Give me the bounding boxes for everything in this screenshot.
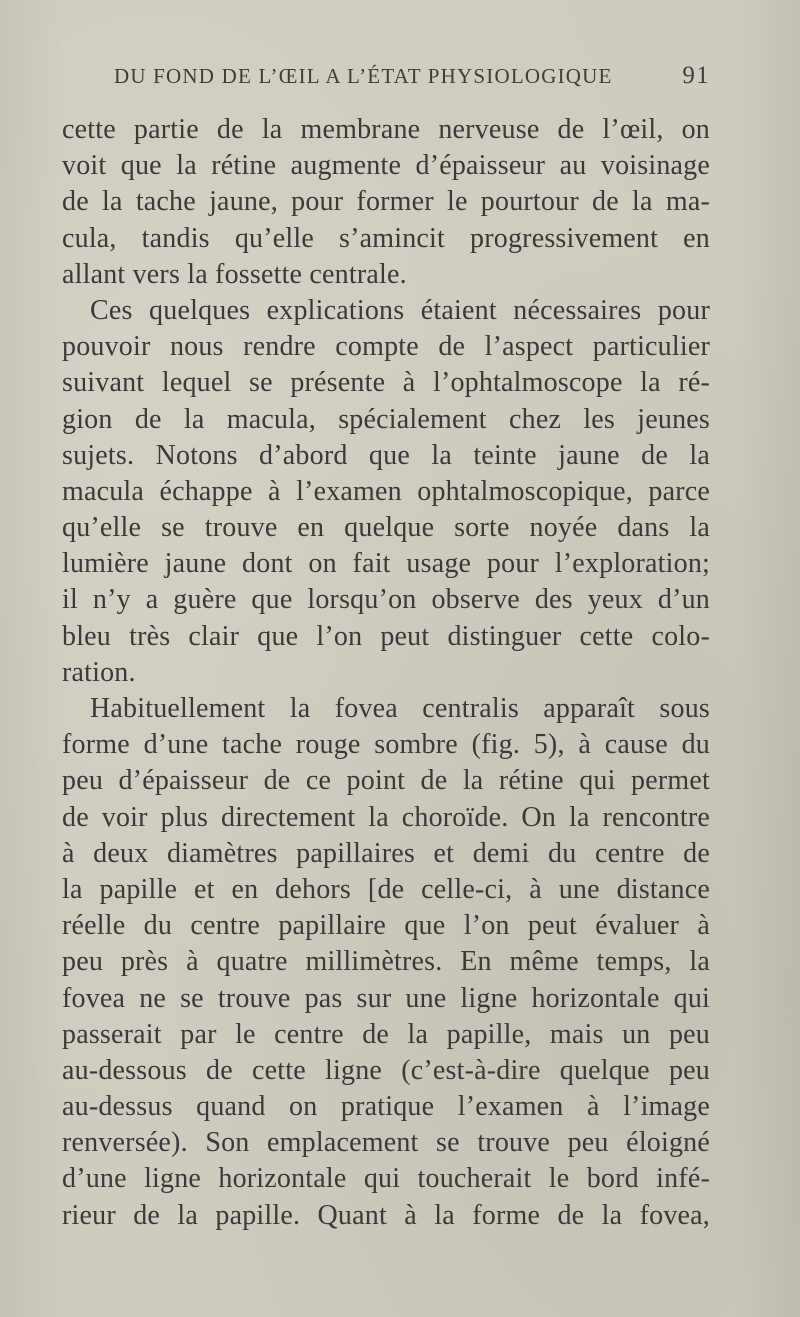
text-line: d’une ligne horizontale qui toucherait le bord infé- [62, 1163, 710, 1195]
text-line: macula échappe à l’examen ophtalmoscopique, parce [62, 475, 710, 507]
text-line: de la tache jaune, pour former le pourtour de la ma- [62, 186, 710, 218]
running-title: DU FOND DE L’ŒIL A L’ÉTAT PHYSIOLOGIQUE [114, 64, 613, 88]
text-line: cula, tandis qu’elle s’amincit progressivement en [62, 222, 710, 254]
text-line: passerait par le centre de la papille, mais un peu [62, 1018, 710, 1050]
text-line: cette partie de la membrane nerveuse de l’œil, on [62, 114, 710, 145]
text-line: la papille et en dehors [de celle-ci, à une distance [62, 873, 710, 905]
text-line: peu près à quatre millimètres. En même temps, la [62, 946, 710, 978]
text-line: renversée). Son emplacement se trouve peu éloigné [62, 1127, 710, 1159]
text-line: au-dessous de cette ligne (c’est-à-dire quelque peu [62, 1054, 710, 1086]
text-line: ration. [62, 656, 136, 688]
text-line: gion de la macula, spécialement chez les jeunes [62, 403, 710, 435]
text-line: à deux diamètres papillaires et demi du centre de [62, 837, 710, 869]
text-line: Ces quelques explications étaient nécessaires pour [90, 294, 710, 326]
text-line: il n’y a guère que lorsqu’on observe des yeux d’un [62, 584, 710, 616]
page-header [62, 62, 710, 102]
text-line: sujets. Notons d’abord que la teinte jaune de la [62, 439, 710, 471]
text-line: Habituellement la fovea centralis apparaît sous [90, 693, 710, 724]
text-line: lumière jaune dont on fait usage pour l’exploration; [62, 548, 710, 580]
text-line: suivant lequel se présente à l’ophtalmoscope la ré- [62, 367, 710, 399]
text-line: peu d’épaisseur de ce point de la rétine qui permet [62, 765, 710, 797]
text-line: au-dessus quand on pratique l’examen à l’image [62, 1091, 710, 1123]
text-line: de voir plus directement la choroïde. On la rencontre [62, 801, 710, 833]
text-line: forme d’une tache rouge sombre (fig. 5), à cause du [62, 729, 710, 761]
text-line: fovea ne se trouve pas sur une ligne horizontale qui [62, 982, 710, 1014]
text-line: pouvoir nous rendre compte de l’aspect particulier [62, 331, 710, 363]
text-line: qu’elle se trouve en quelque sorte noyée dans la [62, 512, 710, 544]
page-number: 91 [682, 62, 710, 89]
text-line: voit que la rétine augmente d’épaisseur au voisinage [62, 150, 710, 182]
text-line: rieur de la papille. Quant à la forme de la fovea, [62, 1199, 710, 1231]
text-line: réelle du centre papillaire que l’on peut évaluer à [62, 910, 710, 942]
text-line: bleu très clair que l’on peut distinguer cette colo- [62, 620, 710, 652]
text-line: allant vers la fossette centrale. [62, 258, 407, 290]
body-text [62, 112, 710, 1234]
